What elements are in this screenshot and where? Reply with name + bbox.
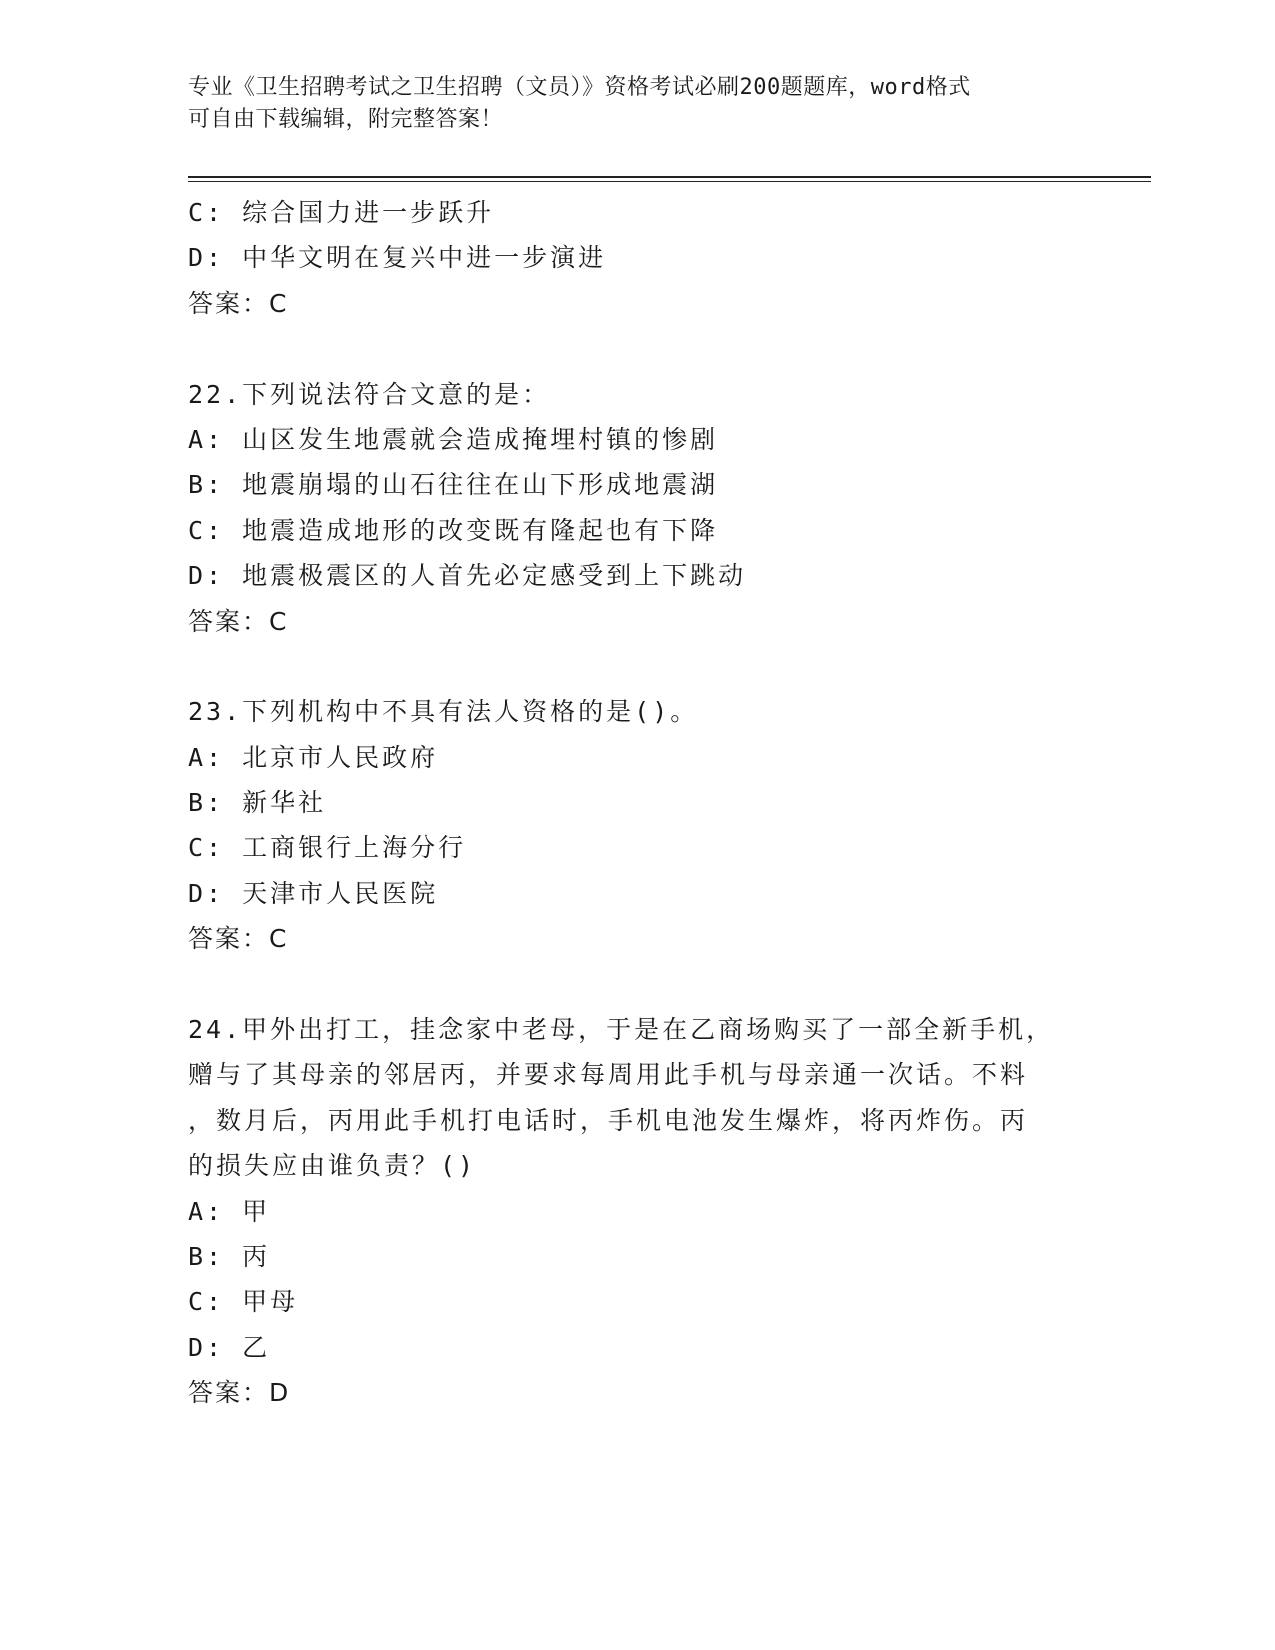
q22-option-b: B: 地震崩塌的山石往往在山下形成地震湖 bbox=[188, 470, 719, 500]
prev-option-c: C: 综合国力进一步跃升 bbox=[188, 198, 495, 227]
question-list bbox=[188, 190, 1088, 1416]
q23-option-c: C: 工商银行上海分行 bbox=[188, 833, 467, 863]
q24-answer: 答案：D bbox=[188, 1378, 291, 1408]
spacer bbox=[188, 644, 1088, 689]
q23-option-b: B: 新华社 bbox=[188, 788, 327, 818]
prev-option-d: D: 中华文明在复兴中进一步演进 bbox=[188, 243, 607, 273]
q24-stem-line-1: 24.甲外出打工，挂念家中老母，于是在乙商场购买了一部全新手机， bbox=[188, 1015, 1055, 1045]
q23-answer: 答案：C bbox=[188, 924, 289, 954]
q24-option-d: D: 乙 bbox=[188, 1332, 271, 1362]
spacer bbox=[188, 962, 1088, 1007]
q24-stem-line-3: ，数月后，丙用此手机打电话时，手机电池发生爆炸，将丙炸伤。丙 bbox=[188, 1105, 1029, 1135]
q22-stem: 22.下列说法符合文意的是： bbox=[188, 379, 551, 409]
document-header bbox=[188, 72, 1088, 136]
q24-option-c: C: 甲母 bbox=[188, 1287, 299, 1317]
prev-answer: 答案：C bbox=[188, 288, 289, 318]
q24-option-b: B: 丙 bbox=[188, 1241, 271, 1271]
q23-option-d: D: 天津市人民医院 bbox=[188, 878, 439, 908]
header-divider-thin bbox=[188, 181, 1151, 182]
spacer bbox=[188, 326, 1088, 371]
q24-option-a: A: 甲 bbox=[188, 1196, 271, 1226]
q22-answer: 答案：C bbox=[188, 606, 289, 636]
q23-option-a: A: 北京市人民政府 bbox=[188, 742, 439, 772]
q22-option-c: C: 地震造成地形的改变既有隆起也有下降 bbox=[188, 515, 719, 545]
q22-option-d: D: 地震极震区的人首先必定感受到上下跳动 bbox=[188, 561, 747, 591]
header-divider bbox=[188, 176, 1151, 178]
q24-stem-line-4: 的损失应由谁负责？() bbox=[188, 1151, 477, 1181]
header-line-2: 可自由下载编辑，附完整答案！ bbox=[188, 107, 504, 132]
header-line-1: 专业《卫生招聘考试之卫生招聘（文员）》资格考试必刷200题题库，word格式 bbox=[188, 75, 971, 100]
q24-stem-line-2: 赠与了其母亲的邻居丙，并要求每周用此手机与母亲通一次话。不料 bbox=[188, 1060, 1029, 1090]
q22-option-a: A: 山区发生地震就会造成掩埋村镇的惨剧 bbox=[188, 424, 719, 454]
q23-stem: 23.下列机构中不具有法人资格的是()。 bbox=[188, 697, 699, 727]
